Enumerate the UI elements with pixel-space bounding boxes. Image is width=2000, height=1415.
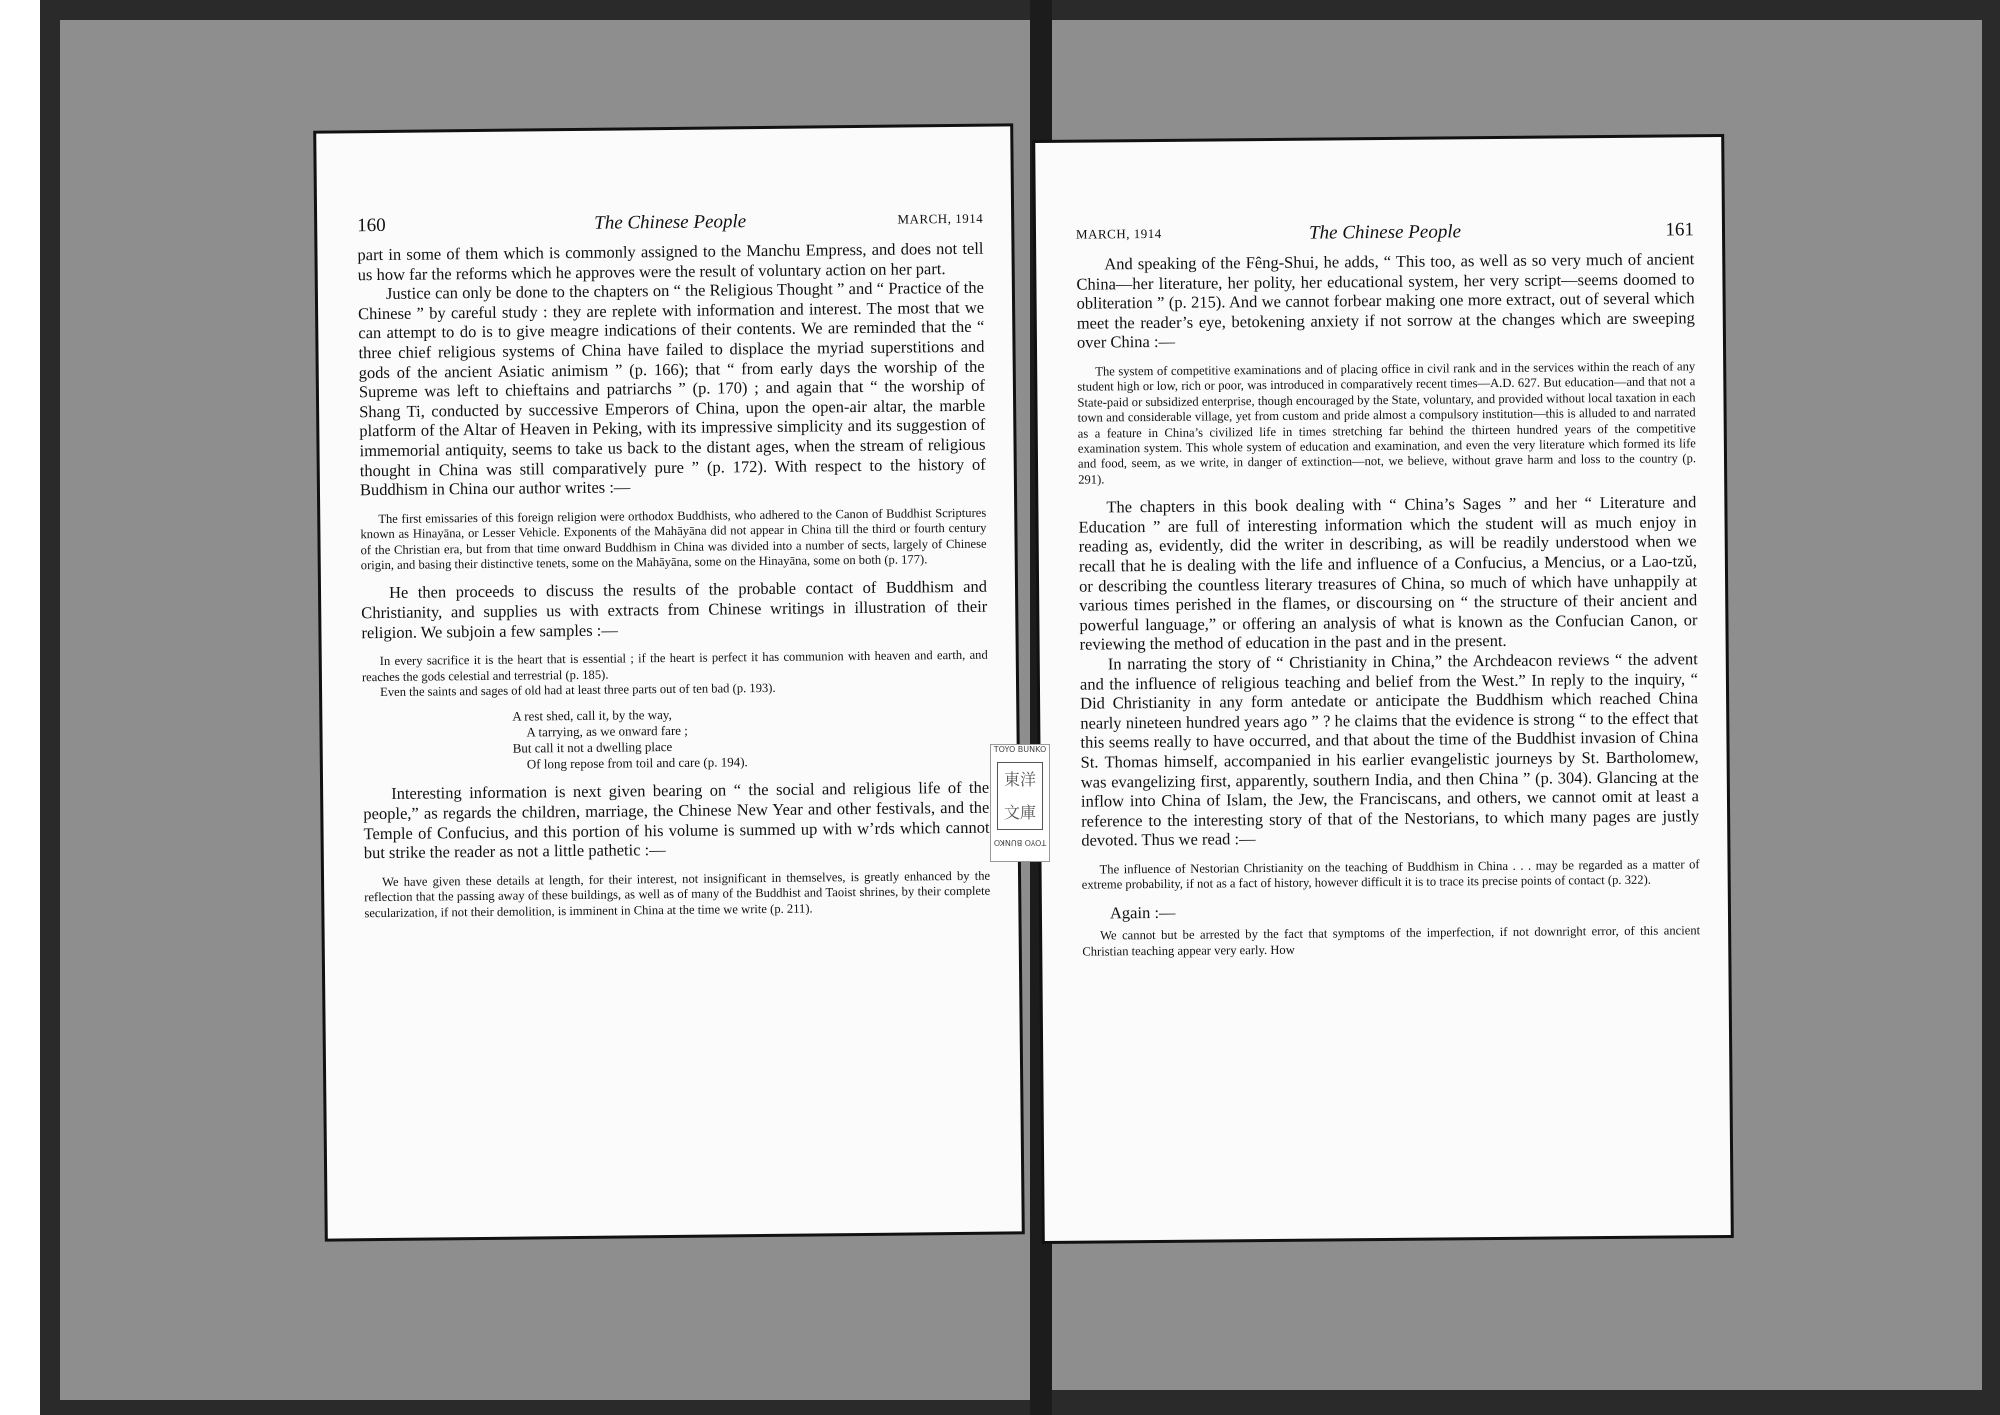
page-number: 160 bbox=[357, 214, 386, 237]
stamp-seal: 東洋文庫 bbox=[997, 762, 1043, 830]
block-quote bbox=[362, 648, 988, 701]
left-page bbox=[316, 126, 1022, 1238]
paragraph: And speaking of the Fêng-Shui, he adds, “ This too, as well as so very much of ancient China—her literature, her polity, her educational system, her very script—seems doomed to obliteration ” (p. 215). And we cannot forbear making one more extract, out of several which meet the reader’s eye, betokening anxiety if not sorrow at the changes which are sweeping over China :— bbox=[1076, 249, 1695, 353]
paragraph: part in some of them which is commonly assigned to the Manchu Empress, and does not tell us how far the reforms which he approves were the result of voluntary action on her part. bbox=[357, 238, 984, 284]
paragraph: The chapters in this book dealing with “ China’s Sages ” and her “ Literature and Education ” are full of interesting information which the student will as much enjoy in reading as, evidently, did the writer in describing, as will be readily understood when we recall that he is dealing with the life and influence of a Confucius, a Mencius, or a Lao-tzŭ, or describing the countless literary treasures of China, so much of which have unhappily at various times perished in the flames, or discoursing on “ the structure of their ancient and powerful language,” or offering an analysis of what is known as the Confucian Canon, or reviewing the method of education in the past and in the present. bbox=[1078, 492, 1698, 655]
right-page bbox=[1035, 137, 1731, 1241]
issue-date: MARCH, 1914 bbox=[1075, 225, 1162, 242]
running-title: The Chinese People bbox=[594, 211, 747, 234]
block-quote bbox=[1082, 857, 1700, 893]
poem-line: A tarrying, as we onward fare ; bbox=[526, 723, 688, 740]
page-number: 161 bbox=[1665, 219, 1695, 241]
paragraph: Again :— bbox=[1109, 902, 1176, 923]
paragraph: Interesting information is next given bearing on “ the social and religious life of the people,” as regards the children, marriage, the Chinese New Year and other festivals, and the Temple of Confucius, and this portion of his volume is summed up with w’rds which cannot but strike the reader as not a little pathetic :— bbox=[363, 777, 990, 863]
quote-text: The influence of Nestorian Christianity on the teaching of Buddhism in China . . . may be regarded as a matter of extreme probability, if not as a fact of history, however difficult it is to trace its precise points of contact (p. 322). bbox=[1081, 857, 1700, 892]
stamp-top-text: TOYO BUNKO bbox=[993, 745, 1047, 754]
left-page-header bbox=[357, 209, 983, 242]
paragraph: He then proceeds to discuss the results of the probable contact of Buddhism and Christianity, and supplies us with extracts from Chinese writings in illustration of their religion. We subjoin a few samples :— bbox=[361, 577, 988, 642]
block-quote bbox=[1082, 924, 1700, 960]
stamp-bottom-text: TOYO BUNKO bbox=[993, 838, 1047, 847]
block-quote bbox=[360, 505, 987, 573]
paragraph: Justice can only be done to the chapters on “ the Religious Thought ” and “ Practice of the Chinese ” by careful study : they are replete with information and interest. The most that we can attempt to do is to give meagre indications of their contents. We are reminded that the “ three chief religious systems of China have failed to displace the myriad superstitions and gods of the ancient Asiatic animism ” (p. 166); that “ from early days the worship of the Supreme was left to chieftains and patriarchs ” (p. 170) ; and again that “ the worship of Shang Ti, conducted by successive Emperors of China, upon the open-air altar, the marble platform of the Altar of Heaven in Peking, with its impressive simplicity and its suggestion of immemorial antiquity, seems to take us back to the distant ages, when the stream of religious thought in China was still comparatively pure ” (p. 172). With respect to the history of Buddhism in China our author writes :— bbox=[358, 277, 986, 500]
quote-text: We cannot but be arrested by the fact that symptoms of the imperfection, if not downright error, of this ancient Christian teaching appear very early. How bbox=[1082, 923, 1701, 959]
poem-line: But call it not a dwelling place bbox=[512, 739, 673, 756]
running-title: The Chinese People bbox=[1308, 221, 1462, 244]
right-page-header bbox=[1076, 219, 1694, 250]
quote-text: In every sacrifice it is the heart that is essential ; if the heart is perfect it has communion with heaven and earth, and reaches the gods celestial and terrestrial (p. 185). bbox=[361, 647, 988, 684]
quote-text: Even the saints and sages of old had at least three parts out of ten bad (p. 193). bbox=[380, 680, 776, 699]
quote-text: We have given these details at length, for their interest, not insignificant in themselves, is greatly enhanced by the reflection that the passing away of these buildings, as well as of many of the Buddhist and Taoist shrines, by their complete secularization, if not their demolition, is imminent in China at the time we write (p. 211). bbox=[364, 868, 991, 920]
poem-line: Of long repose from toil and care (p. 194). bbox=[526, 754, 748, 772]
poem-line: A rest shed, call it, by the way, bbox=[512, 707, 672, 724]
paragraph: In narrating the story of “ Christianity in China,” the Archdeacon reviews “ the advent and the influence of religious teaching and belief from the West.” In reply to the inquiry, “ Did Christianity in any form antedate or anticipate the Buddhism which reached China nearly nineteen hundred years ago ” ? he claims that the evidence is strong “ to the effect that this seems really to have occurred, and that about the time of the Buddhist invasion of China St. Thomas himself, accompanied in his earlier evangelistic journeys by St. Bartholomew, was evangelizing first, apparently, southern India, and then China ” (p. 304). Glancing at the inflow into China of Islam, the Jew, the Franciscans, and others, we cannot omit at least a reference to the interesting story of that of the Nestorians, to which many pages are justly devoted. Thus we read :— bbox=[1079, 649, 1700, 850]
block-quote bbox=[364, 868, 990, 921]
library-stamp bbox=[990, 744, 1050, 862]
quote-text: The system of competitive examinations and of placing office in civil rank and in the services within the reach of any student high or low, rich or poor, was introduced in comparatively recent times—A.D. 627. But education—and that not a State-paid or subsidized enterprise, though encouraged by the State, voluntary, and provided without local taxation in each town and considerable village, yet from custom and pride almost a compulsory institution—this is alluded to and narrated as a feature in China’s civilized life in times stretching far behind the thirteen hundred years of the competitive examination system. This whole system of education and examination, and even the very literature which formed its life and food, seem, as we write, in danger of extinction—not, we believe, without grave harm and loss to the country (p. 291). bbox=[1077, 359, 1697, 487]
block-quote bbox=[1077, 359, 1696, 488]
poem bbox=[512, 704, 989, 773]
left-page-body bbox=[357, 239, 990, 931]
issue-date: MARCH, 1914 bbox=[897, 210, 984, 227]
quote-text: The first emissaries of this foreign religion were orthodox Buddhists, who adhered to the Canon of Buddhist Scriptures known as Hinayāna, or Lesser Vehicle. Exponents of the Mahāyāna did not appear in China till the third or fourth century of the Christian era, but from that time onward Buddhism in China was divided into a number of sects, largely of Chinese origin, and basing their distinctive tenets, some on the Mahāyāna, some on the Hinayāna, some on both (p. 177). bbox=[360, 505, 987, 573]
right-page-body bbox=[1076, 249, 1700, 969]
